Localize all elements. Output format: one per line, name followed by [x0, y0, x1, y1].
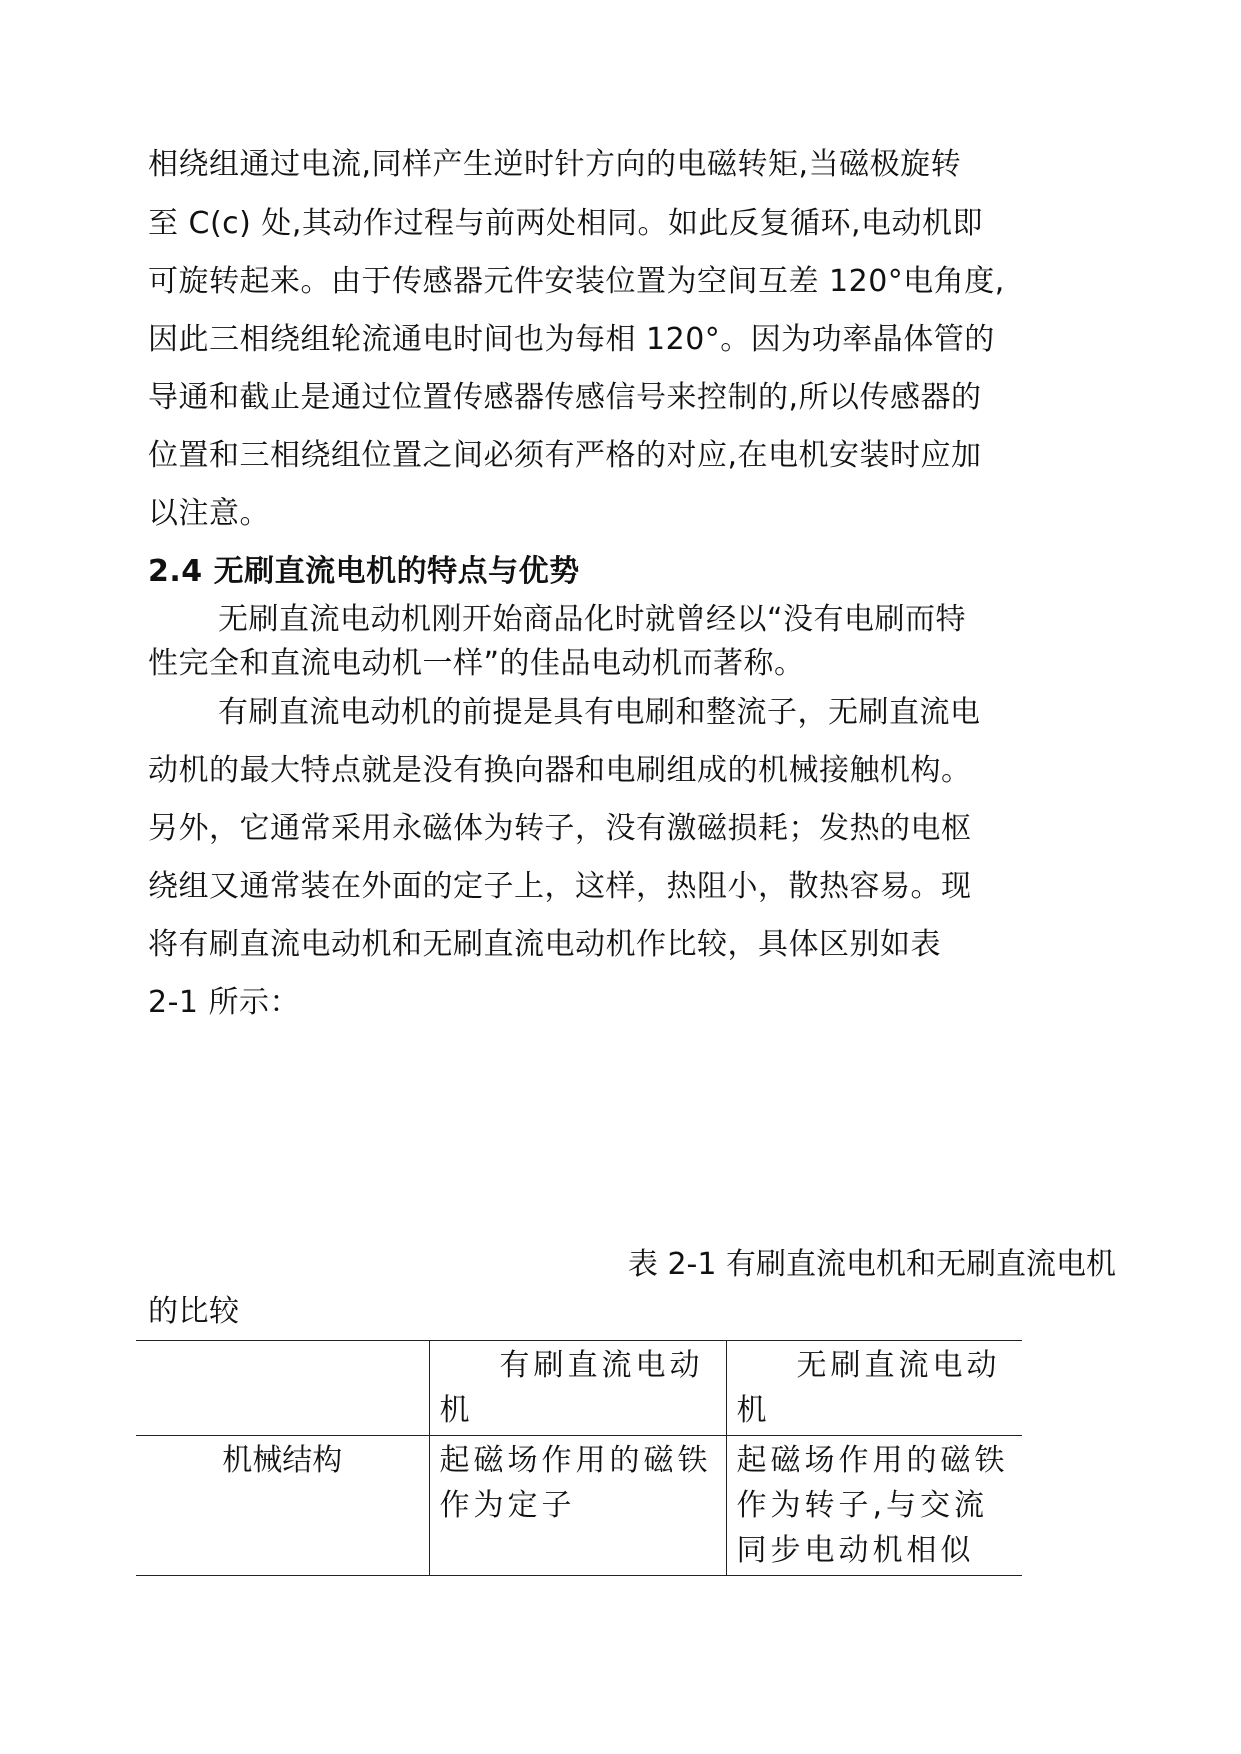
paragraph-3-line: 2-1 所示：	[148, 985, 301, 1020]
table-header-cell	[429, 1341, 726, 1436]
table-header-cell	[726, 1341, 1022, 1436]
paragraph-1-line: 至 C(c) 处,其动作过程与前两处相同。如此反复循环,电动机即	[148, 206, 983, 241]
paragraph-3-line: 绕组又通常装在外面的定子上，这样，热阻小，散热容易。现	[148, 869, 972, 904]
paragraph-1-line: 相绕组通过电流,同样产生逆时针方向的电磁转矩,当磁极旋转	[148, 147, 962, 182]
paragraph-3-line: 有刷直流电动机的前提是具有电刷和整流子，无刷直流电	[218, 695, 981, 730]
table-caption-continued: 的比较	[148, 1294, 240, 1329]
paragraph-1-line: 因此三相绕组轮流通电时间也为每相 120°。因为功率晶体管的	[148, 322, 995, 357]
paragraph-1-line: 位置和三相绕组位置之间必须有严格的对应,在电机安装时应加	[148, 438, 982, 473]
row-label-cell: 机械结构	[136, 1436, 429, 1576]
paragraph-3-line: 另外，它通常采用永磁体为转子，没有激磁损耗；发热的电枢	[148, 811, 972, 846]
header-brushless-label: 无刷直流电动机	[736, 1348, 1001, 1428]
paragraph-2-line: 性完全和直流电动机一样”的佳品电动机而著称。	[148, 646, 805, 681]
paragraph-3-line: 动机的最大特点就是没有换向器和电刷组成的机械接触机构。	[148, 753, 972, 788]
table-cell: 起磁场作用的磁铁作为定子	[429, 1436, 726, 1576]
table-caption: 表 2-1 有刷直流电机和无刷直流电机	[627, 1247, 1116, 1282]
paragraph-1-line: 可旋转起来。由于传感器元件安装位置为空间互差 120°电角度,	[148, 264, 1005, 299]
paragraph-1-line: 导通和截止是通过位置传感器传感信号来控制的,所以传感器的	[148, 380, 982, 415]
comparison-table	[136, 1340, 1022, 1576]
paragraph-1-line: 以注意。	[148, 496, 270, 531]
paragraph-2-line: 无刷直流电动机刚开始商品化时就曾经以“没有电刷而特	[218, 602, 967, 637]
table-header-row	[136, 1341, 1022, 1436]
header-brushed-label: 有刷直流电动机	[439, 1348, 704, 1428]
table-row	[136, 1436, 1022, 1576]
section-heading: 2.4 无刷直流电机的特点与优势	[148, 554, 580, 589]
table-cell: 起磁场作用的磁铁作为转子,与交流同步电动机相似	[726, 1436, 1022, 1576]
paragraph-3-line: 将有刷直流电动机和无刷直流电动机作比较，具体区别如表	[148, 927, 941, 962]
table-header-cell	[136, 1341, 429, 1436]
